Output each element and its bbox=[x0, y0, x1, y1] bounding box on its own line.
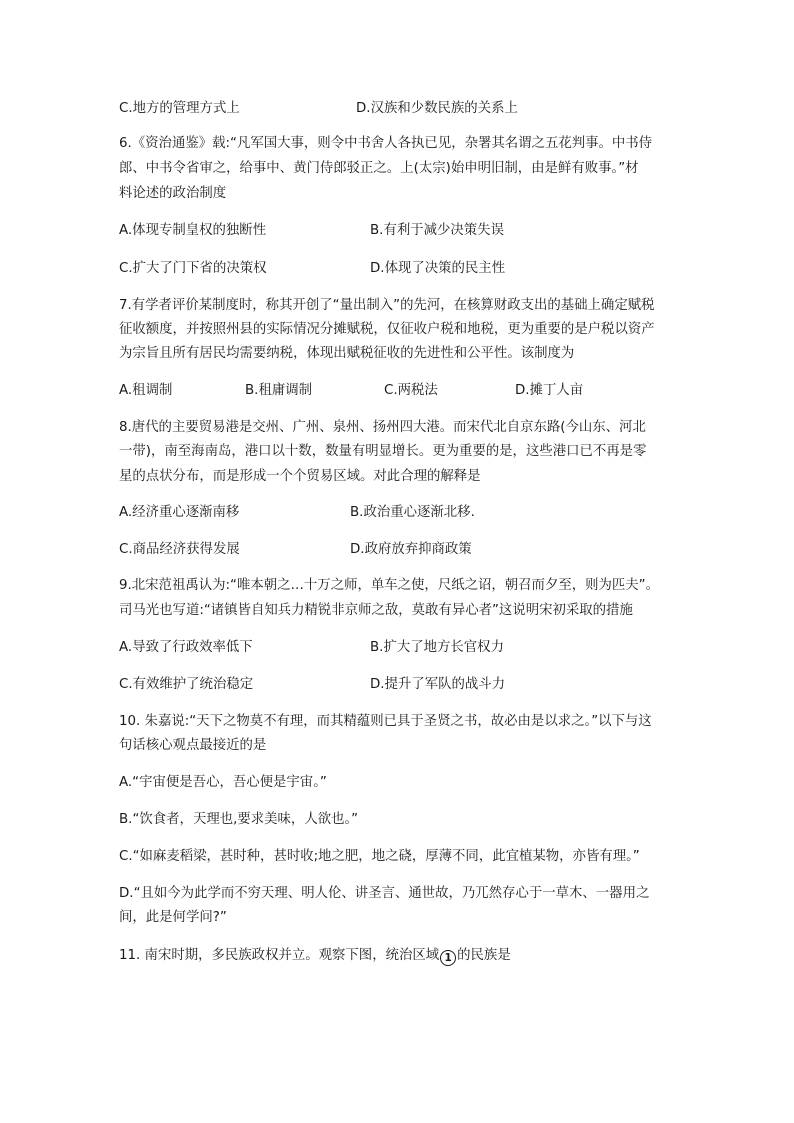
q8-option-d[interactable]: D.政府放弃抑商政策 bbox=[350, 542, 472, 557]
q7-option-c[interactable]: C.两税法 bbox=[384, 383, 438, 398]
q10-stem-line-2: 句话核心观点最接近的是 bbox=[119, 738, 267, 753]
q9-option-b[interactable]: B.扩大了地方长官权力 bbox=[370, 640, 504, 655]
q7-stem-line-2: 征收额度，并按照州县的实际情况分摊赋税，仅征收户税和地税，更为重要的是户税以资产 bbox=[119, 322, 655, 337]
q6-stem-line-2: 郎、中书令省审之，给事中、黄门侍郎驳正之。上(太宗)始申明旧制，由是鲜有败事。”材 bbox=[119, 161, 639, 176]
q7-option-b[interactable]: B.租庸调制 bbox=[245, 383, 313, 398]
q9-stem-line-2: 司马光也写道:“诸镇皆自知兵力精锐非京师之敌，莫敢有异心者”这说明宋初采取的措施 bbox=[119, 603, 633, 618]
q11-stem-before: 11. 南宋时期，多民族政权并立。观察下图，统治区域 bbox=[119, 948, 440, 963]
q6-option-b[interactable]: B.有利于减少决策失误 bbox=[370, 223, 504, 238]
q8-option-c[interactable]: C.商品经济获得发展 bbox=[119, 542, 240, 557]
q6-option-d[interactable]: D.体现了决策的民主性 bbox=[370, 261, 506, 276]
q10-option-a[interactable]: A.“宇宙便是吾心，吾心便是宇宙。” bbox=[119, 775, 327, 790]
q7-stem-line-1: 7.有学者评价某制度时，称其开创了“量出制入”的先河，在核算财政支出的基础上确定赋税 bbox=[119, 298, 655, 313]
q6-option-c[interactable]: C.扩大了门下省的决策权 bbox=[119, 261, 267, 276]
q7-option-a[interactable]: A.租调制 bbox=[119, 383, 173, 398]
q5-option-d[interactable]: D.汉族和少数民族的关系上 bbox=[356, 101, 518, 116]
q9-option-a[interactable]: A.导致了行政效率低下 bbox=[119, 640, 253, 655]
q9-option-c[interactable]: C.有效维护了统治稳定 bbox=[119, 677, 254, 692]
q8-stem-line-1: 8.唐代的主要贸易港是交州、广州、泉州、扬州四大港。而宋代北自京东路(今山东、河北 bbox=[119, 420, 646, 435]
q8-stem-line-2: 一带)，南至海南岛，港口以十数，数量有明显增长。更为重要的是，这些港口已不再是零 bbox=[119, 444, 647, 459]
circled-number-1: 1 bbox=[440, 950, 456, 966]
q9-option-d[interactable]: D.提升了军队的战斗力 bbox=[370, 677, 506, 692]
q8-stem-line-3: 星的点状分布，而是形成一个个贸易区域。对此合理的解释是 bbox=[119, 469, 481, 484]
q9-stem-line-1: 9.北宋范祖禹认为:“唯本朝之…十万之师，单车之使，尺纸之诏，朝召而夕至，则为匹夫”。 bbox=[119, 578, 660, 593]
q8-option-a[interactable]: A.经济重心逐渐南移 bbox=[119, 505, 240, 520]
q10-option-b[interactable]: B.“饮食者，天理也,要求美味，人欲也。” bbox=[119, 812, 359, 827]
q7-stem-line-3: 为宗旨且所有居民均需要纳税，体现出赋税征收的先进性和公平性。该制度为 bbox=[119, 346, 575, 361]
q5-option-c[interactable]: C.地方的管理方式上 bbox=[119, 101, 240, 116]
question-11-stem bbox=[119, 948, 511, 966]
q10-option-d-line-2[interactable]: 间，此是何学问?” bbox=[119, 910, 227, 925]
q6-stem-line-3: 料论述的政治制度 bbox=[119, 186, 227, 201]
q8-option-b[interactable]: B.政治重心逐渐北移. bbox=[350, 505, 475, 520]
q10-stem-line-1: 10. 朱嘉说:“天下之物莫不有理，而其精蕴则已具于圣贤之书，故必由是以求之。”以下与这 bbox=[119, 714, 652, 729]
q6-option-a[interactable]: A.体现专制皇权的独断性 bbox=[119, 223, 267, 238]
q10-option-c[interactable]: C.“如麻麦稻梁，甚时种，甚时收;地之肥，地之硗，厚薄不同，此宜植某物，亦皆有理。” bbox=[119, 849, 640, 864]
q11-stem-after: 的民族是 bbox=[457, 948, 511, 963]
q7-option-d[interactable]: D.摊丁人亩 bbox=[515, 383, 584, 398]
q10-option-d-line-1[interactable]: D.“且如今为此学而不穷天理、明人伦、讲圣言、通世故，乃兀然存心于一草木、一器用之 bbox=[119, 886, 650, 901]
q6-stem-line-1: 6.《资治通鉴》载:“凡军国大事，则令中书舍人各执已见，杂署其名谓之五花判事。中书侍 bbox=[119, 136, 653, 151]
